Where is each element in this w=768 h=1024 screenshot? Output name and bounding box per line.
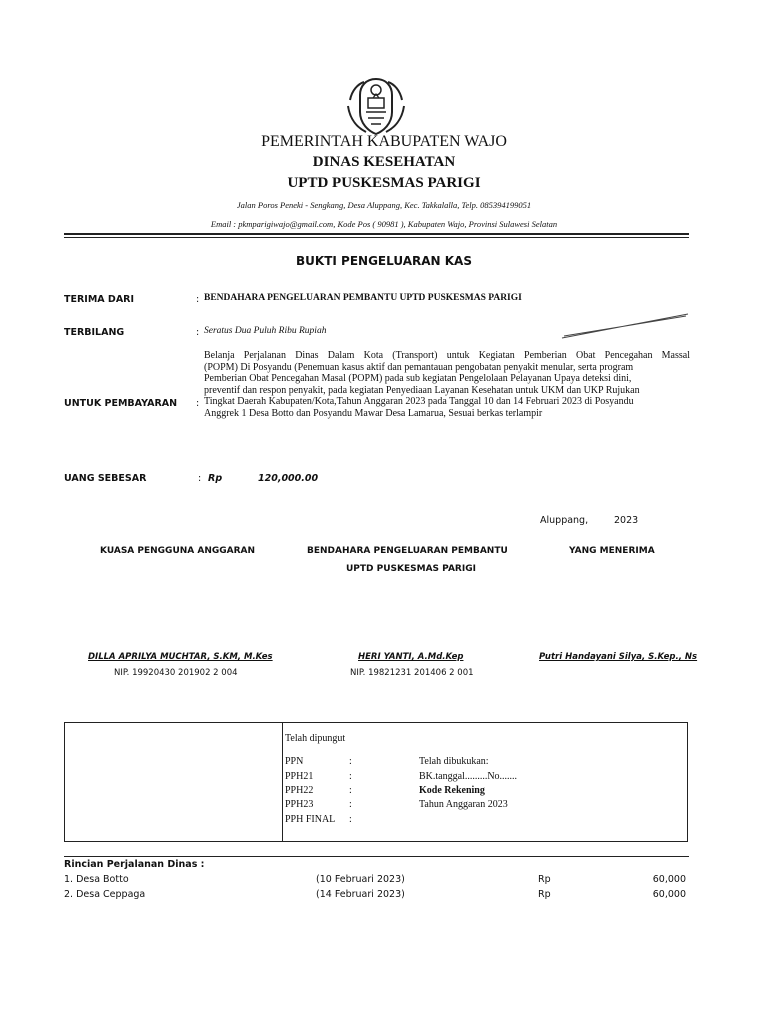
letterhead-divider-thick xyxy=(64,233,689,235)
wajo-emblem-logo-icon xyxy=(344,76,408,136)
tax-pph22: PPH22 xyxy=(285,785,314,796)
place: Aluppang, xyxy=(540,515,589,526)
colon: : xyxy=(349,785,352,796)
signature-stroke-icon xyxy=(560,310,690,340)
bendahara-name: HERI YANTI, A.Md.Kep xyxy=(358,652,464,662)
year: 2023 xyxy=(614,515,639,526)
terima-dari-value: BENDAHARA PENGELUARAN PEMBANTU UPTD PUSKESMAS PARIGI xyxy=(204,293,522,303)
rincian-cur-2: Rp xyxy=(538,889,551,900)
untuk-line: Anggrek 1 Desa Botto dan Posyandu Mawar Desa Lamarua, Sesuai berkas terlampir xyxy=(204,407,543,419)
colon: : xyxy=(198,473,202,484)
rincian-date-1: (10 Februari 2023) xyxy=(316,874,405,885)
doc-title: BUKTI PENGELUARAN KAS xyxy=(296,254,472,268)
bendahara-title-2: UPTD PUSKESMAS PARIGI xyxy=(346,564,476,574)
rincian-amount-1: 60,000 xyxy=(652,874,686,885)
untuk-line: Tingkat Daerah Kabupaten/Kota,Tahun Anggaran 2023 pada Tanggal 10 dan 14 Februari 2023 di Posyandu xyxy=(204,396,634,408)
rincian-date-2: (14 Februari 2023) xyxy=(316,889,405,900)
bk-line: BK.tanggal.........No....... xyxy=(419,771,518,782)
untuk-line: Pemberian Obat Pencegahan Masal (POPM) pada sub kegiatan Pengelolaan Pelayanan Upaya deteksi dini, xyxy=(204,373,632,385)
penerima-title: YANG MENERIMA xyxy=(569,546,655,556)
rincian-heading: Rincian Perjalanan Dinas : xyxy=(64,859,205,870)
terima-dari-label: TERIMA DARI xyxy=(64,294,135,305)
colon: : xyxy=(196,294,200,305)
uang-amount: 120,000.00 xyxy=(258,473,319,484)
bendahara-nip: NIP. 19821231 201406 2 001 xyxy=(350,668,474,678)
letterhead-address: Jalan Poros Peneki - Sengkang, Desa Aluppang, Kec. Takkalalla, Telp. 085394199051 xyxy=(236,200,532,210)
kpa-title: KUASA PENGGUNA ANGGARAN xyxy=(100,546,256,556)
untuk-pembayaran-label: UNTUK PEMBAYARAN xyxy=(64,398,178,409)
colon: : xyxy=(349,771,352,782)
penerima-name: Putri Handayani Silya, S.Kep., Ns xyxy=(539,652,698,662)
letterhead-unit: UPTD PUSKESMAS PARIGI xyxy=(287,175,481,191)
bendahara-title-1: BENDAHARA PENGELUARAN PEMBANTU xyxy=(307,546,508,556)
rincian-divider xyxy=(64,856,689,857)
untuk-line: (POPM) Di Posyandu (Penemuan kasus aktif dan pemantauan pengobatan penyakit menular, serta program xyxy=(204,361,634,373)
colon: : xyxy=(349,799,352,810)
tax-box xyxy=(64,722,688,842)
letterhead-dept: DINAS KESEHATAN xyxy=(312,154,456,170)
colon: : xyxy=(196,327,200,338)
letterhead-divider-thin xyxy=(64,237,689,238)
tax-heading: Telah dipungut xyxy=(285,733,346,744)
tax-pph23: PPH23 xyxy=(285,799,314,810)
tax-ppn: PPN xyxy=(285,756,304,767)
terbilang-label: TERBILANG xyxy=(64,327,125,338)
colon: : xyxy=(196,398,200,409)
letterhead-gov: PEMERINTAH KABUPATEN WAJO xyxy=(261,133,507,150)
kpa-nip: NIP. 19920430 201902 2 004 xyxy=(114,668,238,678)
rincian-cur-1: Rp xyxy=(538,874,551,885)
rincian-amount-2: 60,000 xyxy=(652,889,686,900)
rincian-place-1: 1. Desa Botto xyxy=(64,874,129,885)
tax-pph-final: PPH FINAL xyxy=(285,814,336,825)
tahun-anggaran: Tahun Anggaran 2023 xyxy=(419,799,508,810)
letterhead-contact: Email : pkmparigiwajo@gmail.com, Kode Pos ( 90981 ), Kabupaten Wajo, Provinsi Sulawesi Selatan xyxy=(210,219,558,229)
untuk-pembayaran-text xyxy=(204,350,690,420)
colon: : xyxy=(349,814,352,825)
tax-box-divider xyxy=(282,723,283,841)
uang-currency: Rp xyxy=(208,473,223,484)
colon: : xyxy=(349,756,352,767)
booked-label: Telah dibukukan: xyxy=(419,756,489,767)
rincian-place-2: 2. Desa Ceppaga xyxy=(64,889,146,900)
tax-pph21: PPH21 xyxy=(285,771,314,782)
terbilang-value: Seratus Dua Puluh Ribu Rupiah xyxy=(204,326,327,336)
untuk-line: Belanja Perjalanan Dinas Dalam Kota (Transport) untuk Kegiatan Pemberian Obat Pencegahan Massal xyxy=(204,350,690,361)
uang-sebesar-label: UANG SEBESAR xyxy=(64,473,147,484)
kode-rekening: Kode Rekening xyxy=(419,785,485,796)
kpa-name: DILLA APRILYA MUCHTAR, S.KM, M.Kes xyxy=(88,652,273,662)
untuk-line: preventif dan respon penyakit, pada kegiatan Penyediaan Layanan Kesehatan untuk UKM dan UKP Rujukan xyxy=(204,384,640,396)
